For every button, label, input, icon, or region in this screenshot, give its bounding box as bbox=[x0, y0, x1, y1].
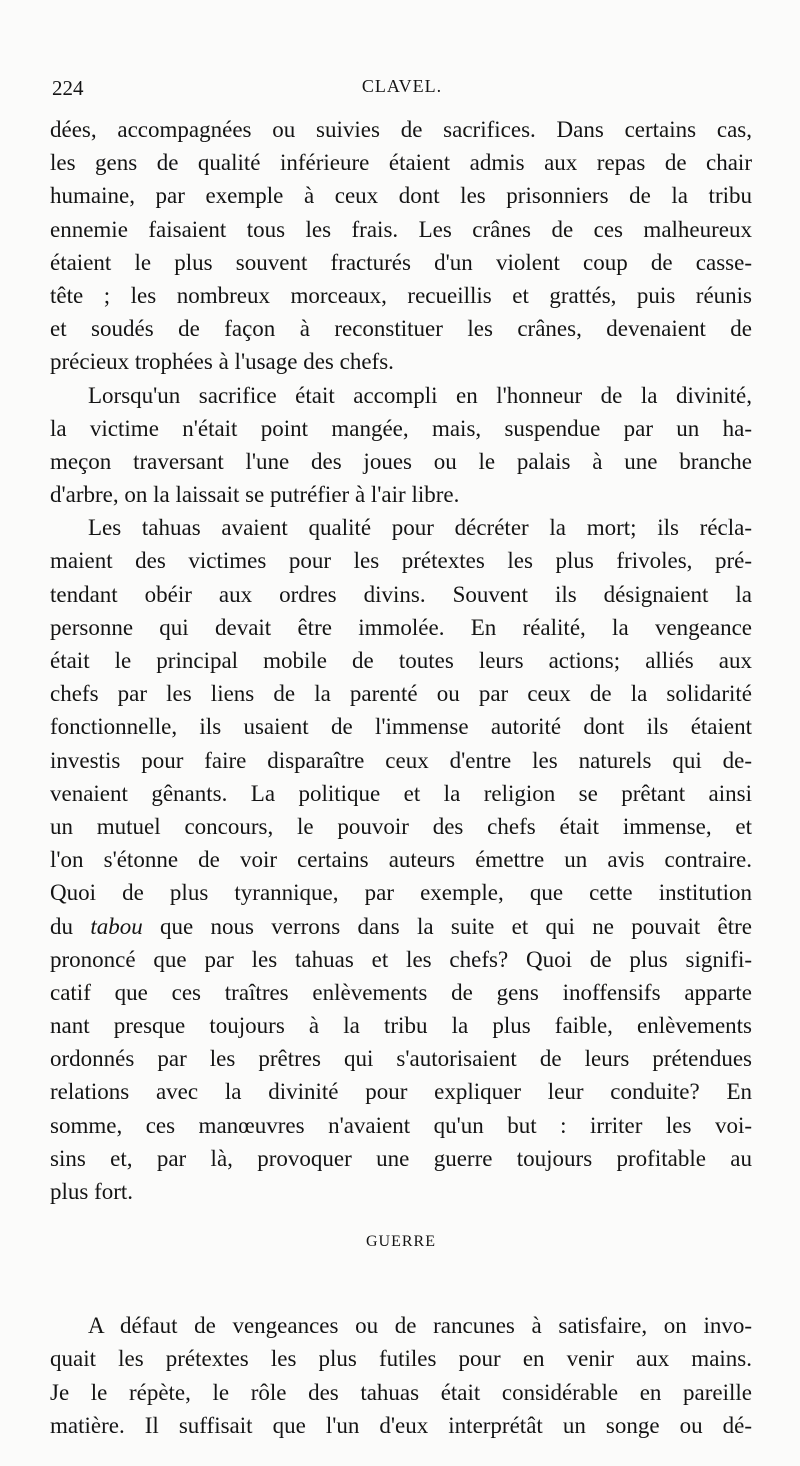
text-line: catif que ces traîtres enlèvements de gens inoffensifs apparte bbox=[50, 979, 752, 1005]
text-line: maient des victimes pour les prétextes les plus frivoles, pré- bbox=[50, 548, 752, 574]
section-heading: GUERRE bbox=[366, 1233, 436, 1251]
page-header bbox=[52, 76, 752, 106]
text-line: Je le répète, le rôle des tahuas était considérable en pareille bbox=[50, 1379, 752, 1405]
tabou-italic-word: tabou bbox=[90, 913, 143, 939]
tabou-suffix: que nous verrons dans la suite et qui ne pouvait être bbox=[160, 913, 753, 939]
text-line: Quoi de plus tyrannique, par exemple, que cette institution bbox=[50, 880, 752, 906]
text-line: somme, ces manœuvres n'avaient qu'un but : irriter les voi- bbox=[50, 1112, 752, 1138]
text-line: dées, accompagnées ou suivies de sacrifices. Dans certains cas, bbox=[50, 117, 752, 142]
text-line: l'on s'étonne de voir certains auteurs émettre un avis contraire. bbox=[50, 847, 752, 873]
running-head: CLAVEL. bbox=[361, 76, 443, 96]
text-line: meçon traversant l'une des joues ou le palais à une branche bbox=[50, 448, 752, 474]
text-line: Les tahuas avaient qualité pour décréter la mort; ils récla- bbox=[88, 515, 752, 541]
text-line: tête ; les nombreux morceaux, recueillis et grattés, puis réunis bbox=[50, 282, 752, 308]
text-line: les gens de qualité inférieure étaient admis aux repas de chair bbox=[50, 150, 752, 176]
page-number: 224 bbox=[52, 76, 84, 100]
text-line: personne qui devait être immolée. En réalité, la vengeance bbox=[50, 614, 752, 640]
text-line: ennemie faisaient tous les frais. Les crânes de ces malheureux bbox=[50, 216, 752, 242]
text-line: plus fort. bbox=[50, 1179, 134, 1204]
text-line: sins et, par là, provoquer une guerre toujours profitable au bbox=[50, 1145, 752, 1171]
tabou-prefix: du bbox=[50, 913, 73, 939]
paragraph-1 bbox=[50, 113, 752, 379]
text-line: prononcé que par les tahuas et les chefs? Quoi de plus signifi- bbox=[50, 946, 752, 972]
text-line: d'arbre, on la laissait se putréfier à l'air libre. bbox=[50, 482, 460, 508]
text-line: chefs par les liens de la parenté ou par ceux de la solidarité bbox=[50, 681, 752, 707]
text-line: matière. Il suffisait que l'un d'eux interprétât un songe ou dé- bbox=[50, 1412, 752, 1438]
text-line: et soudés de façon à reconstituer les crânes, devenaient de bbox=[50, 316, 752, 342]
text-line: nant presque toujours à la tribu la plus faible, enlèvements bbox=[50, 1013, 752, 1039]
paragraph-4 bbox=[50, 1309, 752, 1442]
text-line: fonctionnelle, ils usaient de l'immense autorité dont ils étaient bbox=[50, 714, 752, 740]
text-line: humaine, par exemple à ceux dont les prisonniers de la tribu bbox=[50, 183, 752, 209]
text-line: étaient le plus souvent fracturés d'un violent coup de casse- bbox=[50, 249, 752, 275]
text-line: précieux trophées à l'usage des chefs. bbox=[50, 349, 394, 375]
text-line-tabou bbox=[50, 910, 752, 943]
text-line: la victime n'était point mangée, mais, suspendue par un ha- bbox=[50, 415, 752, 441]
text-line: Lorsqu'un sacrifice était accompli en l'honneur de la divinité, bbox=[88, 382, 752, 408]
paragraph-3 bbox=[50, 511, 752, 1208]
text-line: quait les prétextes les plus futiles pour en venir aux mains. bbox=[50, 1346, 752, 1372]
text-line: ordonnés par les prêtres qui s'autorisaient de leurs prétendues bbox=[50, 1046, 752, 1072]
paragraph-2 bbox=[50, 379, 752, 512]
text-line: un mutuel concours, le pouvoir des chefs était immense, et bbox=[50, 813, 752, 839]
text-line: était le principal mobile de toutes leurs actions; alliés aux bbox=[50, 648, 752, 673]
text-line: tendant obéir aux ordres divins. Souvent ils désignaient la bbox=[50, 581, 752, 607]
text-line: venaient gênants. La politique et la religion se prêtant ainsi bbox=[50, 780, 752, 806]
text-line: investis pour faire disparaître ceux d'entre les naturels qui de- bbox=[50, 747, 752, 773]
text-line: relations avec la divinité pour expliquer leur conduite? En bbox=[50, 1079, 752, 1105]
text-line: A défaut de vengeances ou de rancunes à satisfaire, on invo- bbox=[88, 1313, 752, 1339]
body-text bbox=[50, 113, 752, 1442]
